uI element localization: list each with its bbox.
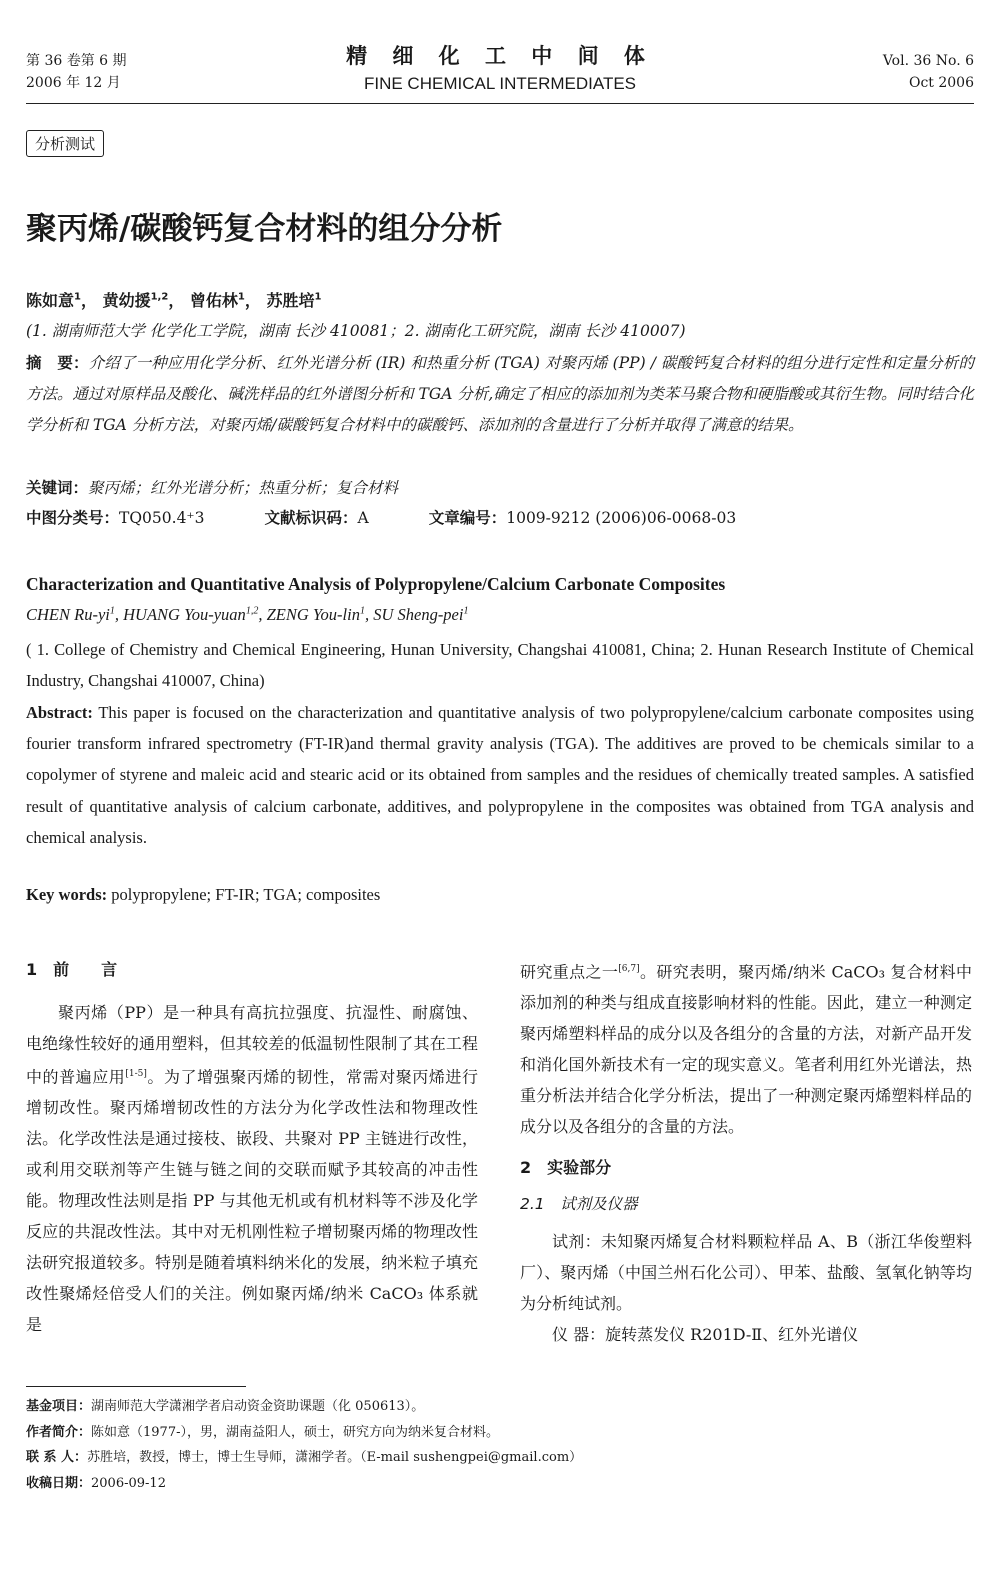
body-column-right: [520, 954, 972, 1350]
section-1-paragraph-1: [26, 997, 478, 1340]
section-tag: 分析测试: [26, 130, 104, 157]
footnote-label: 联 系 人：: [26, 1450, 88, 1465]
author-name: 苏胜培: [266, 291, 315, 310]
body-column-left: [26, 954, 478, 1340]
keywords-cn-text: 聚丙烯；红外光谱分析；热重分析；复合材料: [88, 479, 399, 497]
author-sup: 1: [359, 605, 365, 617]
keywords-en-label: Key words:: [26, 885, 108, 904]
abstract-cn-text: 介绍了一种应用化学分析、红外光谱分析 (IR) 和热重分析 (TGA) 对聚丙烯 (PP) / 碳酸钙复合材料的组分进行定性和定量分析的方法。通过对原样品及酸化、碱洗样品的红外谱图分析和 TGA 分析,确定了相应的添加剂为类苯马聚合物和硬脂酸或其衍生物。同时结合化学分析和 TGA 分析方法，对聚丙烯/碳酸钙复合材料中的碳酸钙、添加剂的含量进行了分析并取得了满意的结果。: [26, 354, 974, 434]
author-sup: 1: [74, 291, 81, 303]
footnote-text: 2006-09-12: [91, 1475, 166, 1491]
author-name: 曾佑林: [189, 291, 238, 310]
paper-title-cn: 聚丙烯/碳酸钙复合材料的组分分析: [26, 211, 503, 247]
footnote-text: 苏胜培，教授，博士，博士生导师，潇湘学者。（E-mail sushengpei@gmail.com）: [87, 1450, 583, 1465]
keywords-cn-label: 关键词：: [26, 479, 89, 497]
section-2-heading: 2 实验部分: [520, 1158, 612, 1178]
journal-name-cn: 精 细 化 工 中 间 体: [346, 44, 654, 68]
classification-value: A: [357, 509, 369, 527]
footnote-rule: [26, 1386, 246, 1387]
authors-cn: [26, 288, 321, 311]
author-sep: ,: [364, 605, 374, 624]
header-right: [883, 50, 974, 94]
footnote: [26, 1445, 582, 1471]
paragraph-text: 聚丙烯（PP）是一种具有高抗拉强度、抗湿性、耐腐蚀、电绝缘性较好的通用塑料，但其较差的低温韧性限制了其在工程中的普遍应用: [26, 1003, 478, 1087]
author-sep: ，: [168, 291, 185, 310]
volume-en: Vol. 36 No. 6: [882, 53, 974, 69]
author-name: 陈如意: [26, 291, 75, 310]
author-sep: ，: [80, 291, 97, 310]
header-rule: [26, 103, 974, 104]
authors-en: [26, 605, 468, 625]
author-name: CHEN Ru-yi: [26, 605, 110, 624]
footnote-label: 基金项目：: [26, 1399, 92, 1414]
author-name: SU Sheng-pei: [373, 605, 464, 624]
date-en: Oct 2006: [908, 75, 974, 91]
classification-item: [264, 506, 368, 528]
abstract-en: [26, 697, 974, 853]
classification-row: [26, 506, 974, 528]
classification-label: 中图分类号：: [26, 509, 120, 527]
journal-name-en: FINE CHEMICAL INTERMEDIATES: [363, 74, 637, 93]
footnote-label: 作者简介：: [26, 1424, 92, 1440]
footnote-text: 湖南师范大学潇湘学者启动资金资助课题（化 050613）。: [91, 1399, 425, 1414]
author-name: HUANG You-yuan: [123, 605, 246, 624]
date-cn: 2006 年 12 月: [26, 75, 121, 91]
footnote: [26, 1394, 582, 1420]
author-name: 黄幼援: [102, 291, 151, 310]
author-sup: 1: [237, 291, 245, 303]
author-sep: ，: [244, 291, 261, 310]
author-name: ZENG You-lin: [266, 605, 360, 624]
footnote: [26, 1420, 582, 1446]
classification-item: [429, 506, 736, 528]
classification-value: TQ050.4⁺3: [119, 509, 205, 527]
author-sup: 1: [463, 605, 469, 617]
citation: [6,7]: [618, 964, 640, 974]
author-sup: 1: [109, 605, 115, 617]
author-sup: 1,2: [245, 605, 259, 617]
classification-item: [26, 506, 204, 528]
classification-label: 文章编号：: [428, 509, 507, 527]
paragraph-text: 。为了增强聚丙烯的韧性，常需对聚丙烯进行增韧改性。聚丙烯增韧改性的方法分为化学改性法和物理改性法。化学改性法是通过接枝、嵌段、共聚对 PP 主链进行改性，或利用交联剂等产生链与链之间的交联而赋予其较高的冲击性能。物理改性法则是指 PP 与其他无机或有机材料等不涉及化学反应的共混改性法。其中对无机刚性粒子增韧聚丙烯的物理改性法研究报道较多。特别是随着填料纳米化的发展，纳米粒子填充改性聚烯烃倍受人们的关注。例如聚丙烯/纳米 CaCO₃ 体系就是: [26, 1067, 478, 1335]
paragraph-text: 研究重点之一: [520, 962, 619, 982]
classification-value: 1009-9212 (2006)06-0068-03: [506, 509, 737, 527]
keywords-en-text: polypropylene; FT-IR; TGA; composites: [111, 885, 381, 904]
abstract-cn: [26, 348, 974, 441]
section-2-1-heading: 2.1 试剂及仪器: [520, 1195, 638, 1214]
section-1-paragraph-2: [520, 954, 972, 1142]
paragraph-text: 。研究表明，聚丙烯/纳米 CaCO₃ 复合材料中添加剂的种类与组成直接影响材料的性能。因此，建立一种测定聚丙烯塑料样品的成分以及各组分的含量的方法，对新产品开发和消化国外新技术有一定的现实意义。笔者利用红外光谱法，热重分析法并结合化学分析法，提出了一种测定聚丙烯塑料样品的成分以及各组分的含量的方法。: [520, 962, 972, 1137]
classification-label: 文献标识码：: [264, 509, 358, 527]
section-1-heading: 1 前 言: [26, 960, 118, 979]
paper-title-en: Characterization and Quantitative Analysis of Polypropylene/Calcium Carbonate Composites: [26, 574, 726, 594]
footnotes: [26, 1394, 582, 1496]
journal-header: [0, 40, 1000, 94]
abstract-en-text: This paper is focused on the characterization and quantitative analysis of two polypropylene/calcium carbonate composites using fourier transform infrared spectrometry (FT-IR)and thermal gravity analysis (TGA). The additives are proved to be chemicals similar to a copolymer of styrene and maleic acid and stearic acid or its obtained from samples and the residues of chemically treated samples. A satisfied result of quantitative analysis of calcium carbonate, additives, and polypropylene in the composites was obtained from TGA analysis and chemical analysis.: [26, 703, 974, 847]
instruments-paragraph: 仪 器：旋转蒸发仪 R201D-Ⅱ、红外光谱仪: [552, 1325, 859, 1345]
abstract-en-label: Abstract:: [26, 703, 93, 722]
affiliation-en: ( 1. College of Chemistry and Chemical Engineering, Hunan University, Changshai 410081, China; 2. Hunan Research Institute of Chemical Industry, Changshai 410007, China): [26, 640, 974, 691]
author-sep: ,: [114, 605, 124, 624]
reagents-paragraph: 试剂：未知聚丙烯复合材料颗粒样品 A、B（浙江华俊塑料厂）、聚丙烯（中国兰州石化公司）、甲苯、盐酸、氢氧化钠等均为分析纯试剂。: [520, 1232, 972, 1314]
keywords-cn: [26, 476, 398, 498]
citation: [1-5]: [125, 1069, 147, 1079]
author-sup: 1: [314, 291, 322, 303]
keywords-en: [26, 885, 380, 905]
author-sep: ,: [258, 605, 267, 624]
footnote: [26, 1471, 582, 1497]
footnote-text: 陈如意（1977-），男，湖南益阳人，硕士，研究方向为纳米复合材料。: [91, 1424, 499, 1440]
footnote-label: 收稿日期：: [26, 1475, 92, 1491]
affiliation-cn: (1. 湖南师范大学 化学化工学院，湖南 长沙 410081；2. 湖南化工研究院，湖南 长沙 410007): [26, 322, 686, 340]
author-sup: 1,2: [150, 291, 169, 303]
abstract-cn-label: 摘 要：: [26, 354, 89, 372]
volume-cn: 第 36 卷第 6 期: [26, 53, 127, 69]
